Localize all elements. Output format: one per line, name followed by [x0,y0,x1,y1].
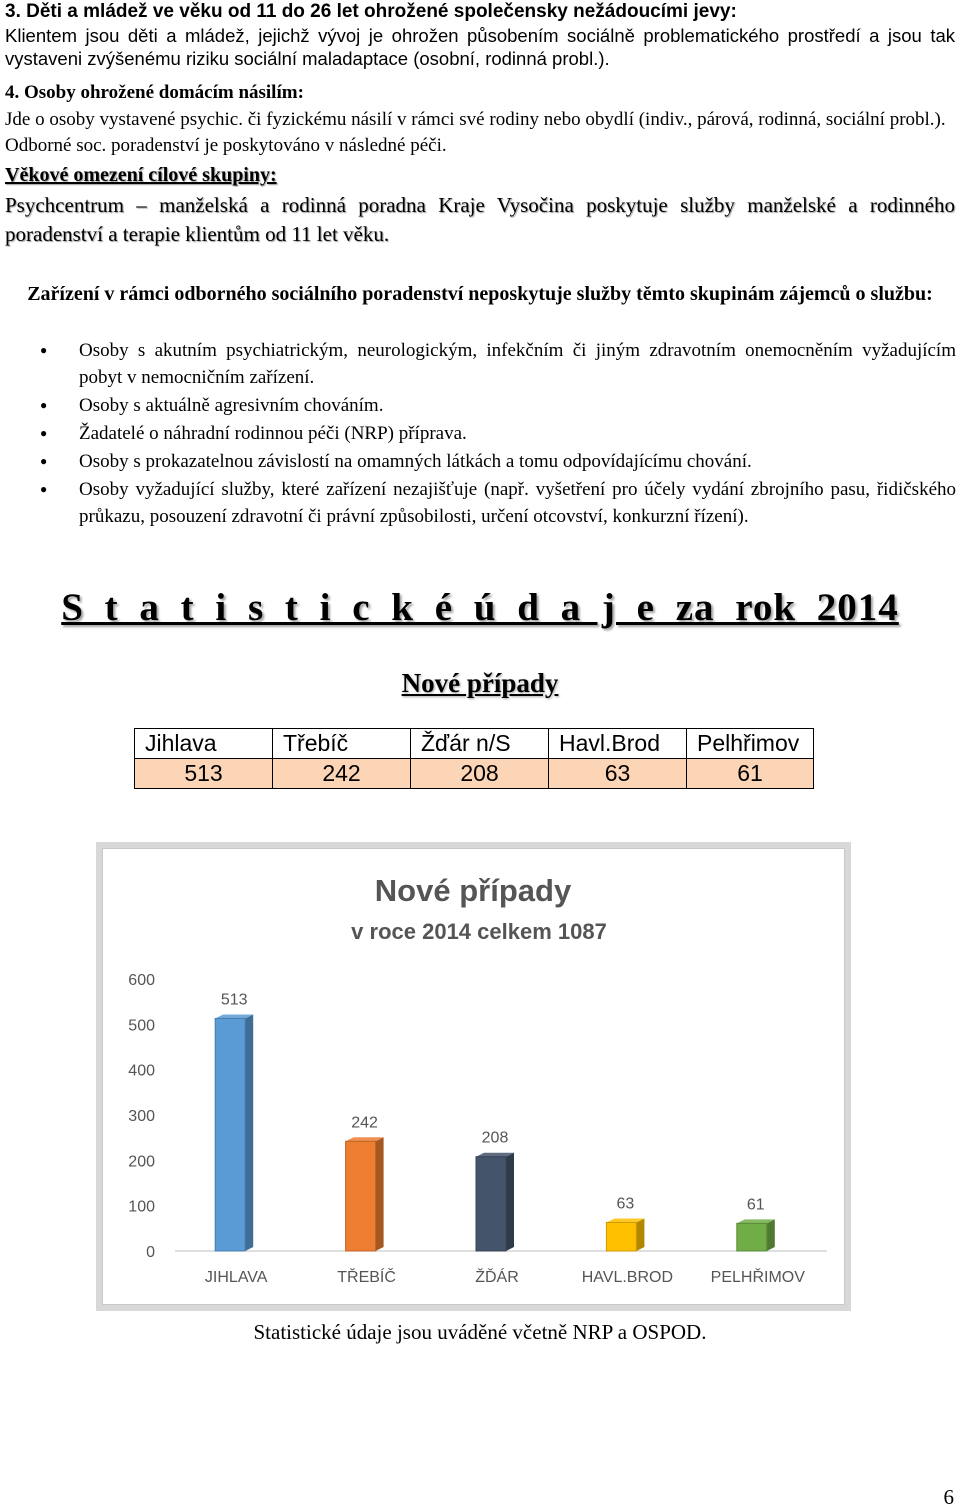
y-tick-label: 500 [128,1017,155,1035]
x-tick-label: ŽĎÁR [475,1269,519,1286]
table-header-cell: Jihlava [135,729,273,759]
list-item: ● Osoby vyžadující služby, které zařízení nezajišťuje (např. vyšetření pro účely vydání zbrojního pasu, řidičského průkazu, posouzení zdravotní či právní způsobilosti, určení otcovství, konkurzní řízení). [40,476,956,530]
data-label: 513 [220,991,248,1009]
table-header-row [135,729,814,759]
x-tick-label: PELHŘIMOV [710,1269,805,1286]
table-header-cell: Pelhřimov [687,729,814,759]
table-header-cell: Havl.Brod [549,729,687,759]
section-3-heading [5,0,955,24]
statistics-title: S t a t i s t i c k é ú d a j e za rok 2014 [61,586,899,629]
bar [737,1223,767,1251]
chart-title: Nové případy [374,873,572,908]
bar [346,1141,376,1251]
bar-side [245,1014,253,1251]
list-item: ● Osoby s akutním psychiatrickým, neurologickým, infekčním či jiným zdravotním onemocněním vyžadujícím pobyt v nemocničním zařízení. [40,337,956,391]
y-tick-label: 0 [146,1244,155,1261]
y-tick-label: 100 [128,1198,155,1216]
y-tick-label: 300 [128,1108,155,1125]
data-label: 63 [616,1195,635,1213]
x-tick-label: HAVL.BROD [581,1269,674,1286]
section-4-heading-text: 4. Osoby ohrožené domácím násilím: [5,82,304,103]
table-cell: 208 [411,759,549,789]
bar-side [767,1219,775,1251]
age-limit-heading-text: Věkové omezení cílové skupiny: [5,164,277,186]
table-cell: 242 [273,759,411,789]
bar [606,1222,636,1251]
section-3-heading-text: 3. Děti a mládež ve věku od 11 do 26 let ohrožené společensky nežádoucími jevy: [5,1,737,22]
list-item: ● Žadatelé o náhradní rodinnou péči (NRP) příprava. [40,420,956,447]
cases-table [134,728,814,789]
bar [476,1157,506,1251]
age-limit-text: Psychcentrum – manželská a rodinná poradna Kraje Vysočina poskytuje služby manželské a rodinného poradenství a terapie klientům od 11 let věku. [5,193,955,246]
chart-caption: Statistické údaje jsou uváděné včetně NRP a OSPOD. [253,1320,707,1344]
list-item: ● Osoby s aktuálně agresivním chováním. [40,392,956,419]
table-cell: 513 [135,759,273,789]
data-label: 208 [481,1129,509,1147]
section-4-heading [5,80,955,106]
section-3-text: Klientem jsou děti a mládež, jejichž vývoj je ohrožen působením sociálně problematického prostředí a jsou tak vystaveni zvýšenému riziku sociální maladaptace (osobní, rodinná probl.). [5,25,955,69]
list-item: ● Osoby s prokazatelnou závislostí na omamných látkách a tomu odpovídajícímu chování. [40,448,956,475]
exclusions-heading: Zařízení v rámci odborného sociálního poradenství neposkytuje služby těmto skupinám zájemců o službu: [27,283,933,305]
data-label: 61 [746,1196,765,1214]
section-4-text: Jde o osoby vystavené psychic. či fyzickému násilí v rámci své rodiny nebo obydlí (indiv., párová, rodinná, sociální probl.). Odborné soc. poradenství je poskytováno v následné péči. [5,109,946,156]
chart-frame [102,848,845,1305]
y-tick-label: 600 [128,972,155,989]
bar-side [376,1137,384,1251]
bar [215,1018,245,1251]
table-cell: 63 [549,759,687,789]
chart-subtitle: v roce 2014 celkem 1087 [351,919,607,944]
exclusions-list [40,337,956,531]
y-tick-label: 400 [128,1062,155,1080]
new-cases-subtitle: Nové případy [401,668,559,698]
table-header-cell: Žďár n/S [411,729,549,759]
data-label: 242 [351,1114,378,1132]
x-tick-label: TŘEBÍČ [337,1269,396,1286]
y-tick-label: 200 [128,1153,155,1171]
bar-side [636,1218,644,1251]
age-limit-heading [5,162,955,188]
table-row [135,759,814,789]
bar-chart [103,849,844,1304]
bar-side [506,1153,514,1251]
x-tick-label: JIHLAVA [204,1269,268,1286]
table-cell: 61 [687,759,814,789]
page-number: 6 [943,1485,954,1509]
table-header-cell: Třebíč [273,729,411,759]
